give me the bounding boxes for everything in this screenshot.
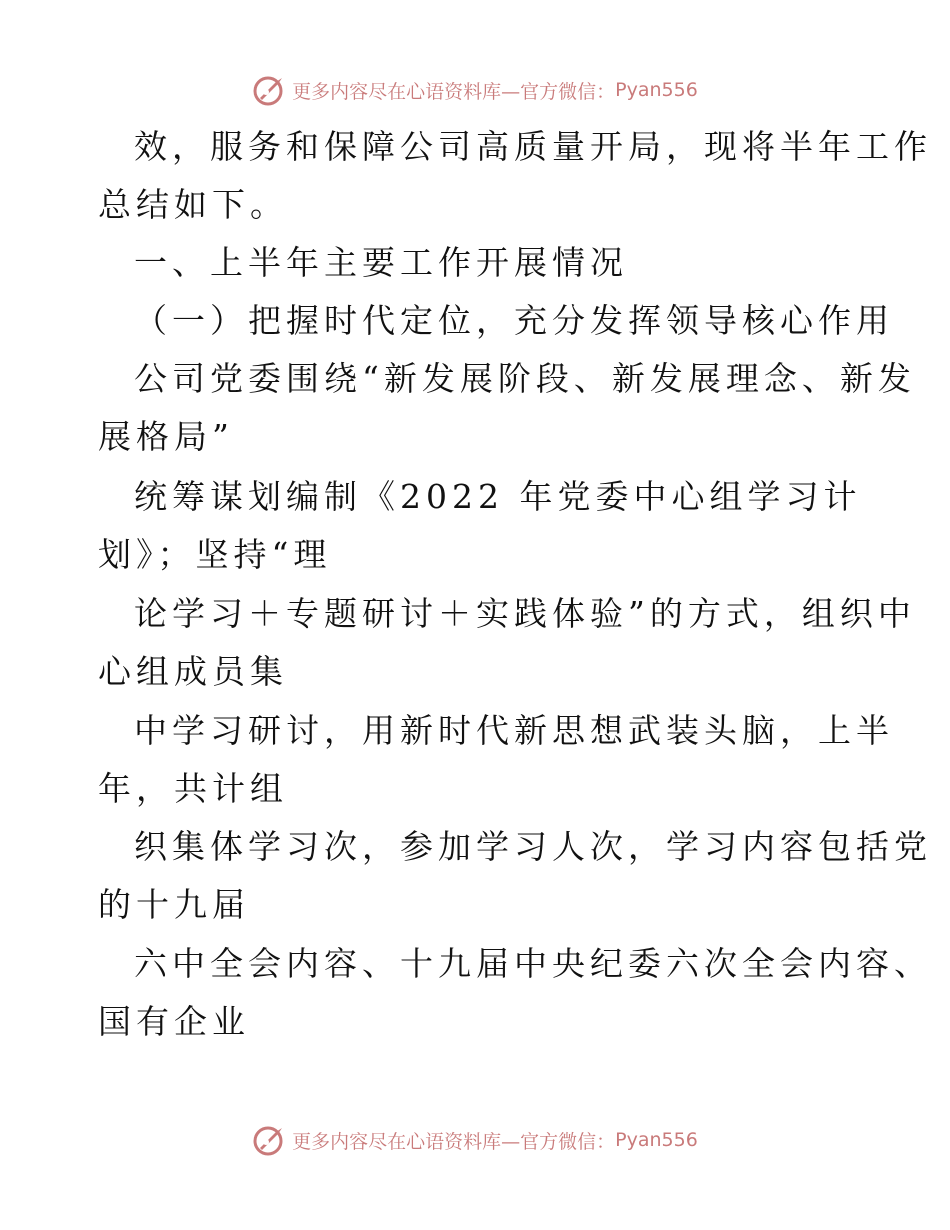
watermark-text: 更多内容尽在心语资料库—官方微信： [292,80,616,103]
text-line: 论学习＋专题研讨＋实践体验”的方式，组织中 [134,594,916,633]
text-line: 划》；坚持“理 [98,535,332,574]
pen-logo-icon [252,74,288,106]
watermark-text: 更多内容尽在心语资料库—官方微信： [292,1130,616,1153]
footer-watermark [0,1120,950,1160]
text-line: 织集体学习次，参加学习人次，学习内容包括党 [134,827,932,866]
watermark-id: Pyan556 [615,79,698,101]
text-line: 总结如下。 [98,185,288,224]
text-line: 年，共计组 [98,769,288,808]
text-line: 六中全会内容、十九届中央纪委六次全会内容、 [134,944,932,983]
text-line: 心组成员集 [98,652,288,691]
text-line: 效，服务和保障公司高质量开局，现将半年工作 [134,127,932,166]
text-line: 中学习研讨，用新时代新思想武装头脑，上半 [134,711,894,750]
text-line: 公司党委围绕“新发展阶段、新发展理念、新发 [134,359,916,398]
subsection-heading: （一）把握时代定位，充分发挥领导核心作用 [134,301,894,340]
watermark-id: Pyan556 [615,1129,698,1151]
pen-logo-icon [252,1124,288,1156]
text-line: 的十九届 [98,885,250,924]
header-watermark [0,70,950,110]
text-line: 国有企业 [98,1002,250,1041]
text-line: 展格局” [98,417,234,456]
text-line: 统筹谋划编制《2022 年党委中心组学习计 [134,477,862,516]
section-heading: 一、上半年主要工作开展情况 [134,243,628,282]
